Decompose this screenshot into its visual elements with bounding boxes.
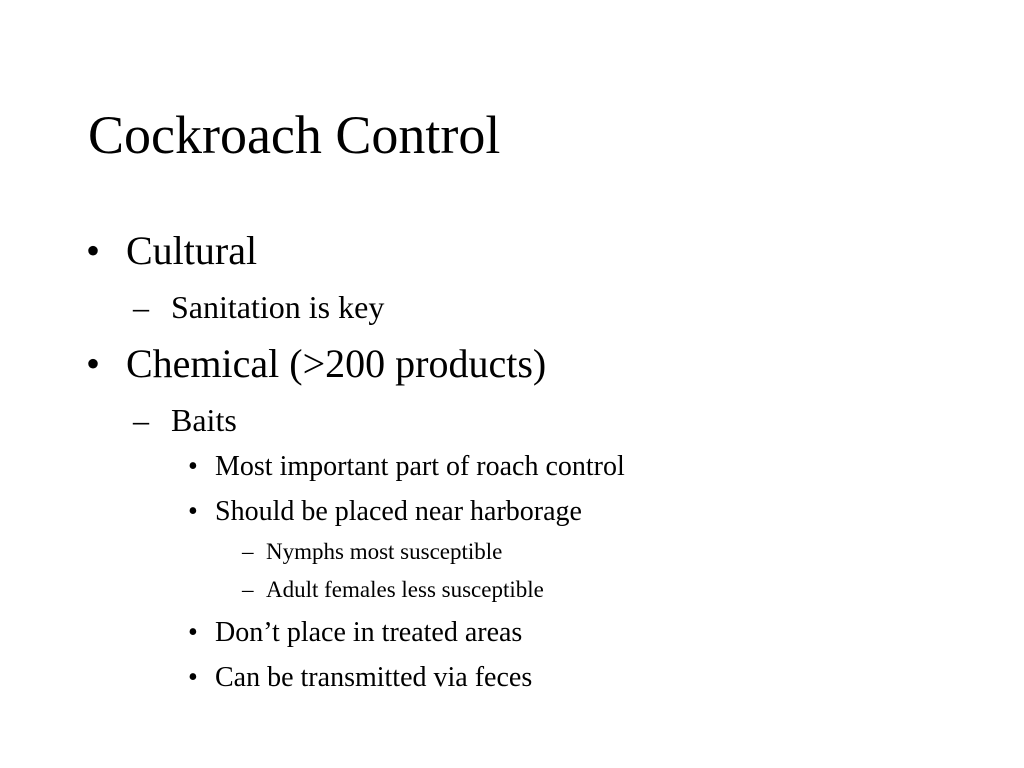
bullet-text: Adult females less susceptible [266,577,544,602]
bullet-text: Most important part of roach control [215,451,625,482]
bullet-marker: • [86,341,101,386]
bullet-marker: • [188,662,198,693]
bullet-text: Sanitation is key [171,289,385,325]
slide-title: Cockroach Control [88,105,501,165]
bullet-marker: • [188,617,198,648]
dash-marker: – [133,289,149,325]
bullet-marker: • [188,496,198,527]
bullet-marker: • [86,228,101,273]
bullet-text: Chemical (>200 products) [126,341,547,386]
dash-marker: – [242,539,254,564]
bullet-text: Should be placed near harborage [215,496,582,527]
bullet-text: Don’t place in treated areas [215,617,523,648]
bullet-text: Can be transmitted via feces [215,662,533,693]
bullet-text: Cultural [126,228,258,273]
bullet-text: Baits [171,402,237,438]
dash-marker: – [242,577,254,602]
bullet-text: Nymphs most susceptible [266,539,503,564]
dash-marker: – [133,402,149,438]
bullet-marker: • [188,451,198,482]
